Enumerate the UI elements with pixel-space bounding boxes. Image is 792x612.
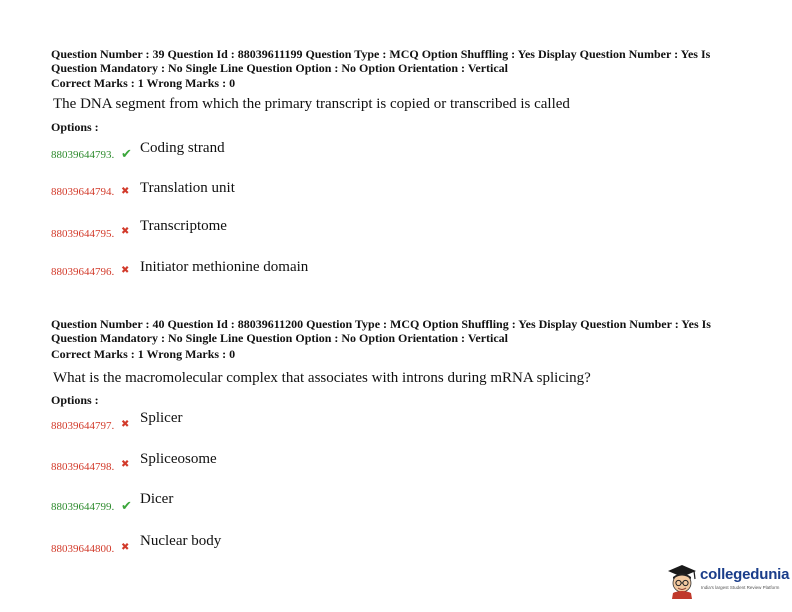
cross-icon: ✖ bbox=[121, 542, 130, 553]
option-text: Dicer bbox=[140, 491, 174, 507]
option-id: 88039644797. bbox=[51, 420, 115, 432]
q40-option-1 bbox=[51, 410, 451, 440]
check-icon: ✔ bbox=[121, 499, 132, 514]
option-id: 88039644799. bbox=[51, 501, 115, 513]
option-text: Splicer bbox=[140, 410, 183, 426]
q40-option-3 bbox=[51, 491, 451, 521]
q40-question-text: What is the macromolecular complex that associates with introns during mRNA splicing? bbox=[53, 370, 591, 386]
cross-icon: ✖ bbox=[121, 186, 130, 197]
option-text: Initiator methionine domain bbox=[140, 259, 309, 275]
check-icon: ✔ bbox=[121, 147, 132, 162]
collegedunia-logo bbox=[666, 561, 790, 601]
q39-question-text: The DNA segment from which the primary transcript is copied or transcribed is called bbox=[53, 96, 570, 112]
option-id: 88039644795. bbox=[51, 228, 115, 240]
q40-marks: Correct Marks : 1 Wrong Marks : 0 bbox=[51, 347, 236, 361]
logo-wordmark: collegedunia bbox=[700, 566, 790, 583]
q39-option-3 bbox=[51, 218, 451, 248]
cross-icon: ✖ bbox=[121, 419, 130, 430]
option-id: 88039644793. bbox=[51, 149, 115, 161]
q40-option-2 bbox=[51, 451, 451, 481]
option-id: 88039644796. bbox=[51, 266, 115, 278]
option-id: 88039644794. bbox=[51, 186, 115, 198]
cross-icon: ✖ bbox=[121, 226, 130, 237]
q39-option-4 bbox=[51, 259, 451, 289]
logo-tagline: India's largest Student Review Platform bbox=[701, 585, 780, 590]
mascot-icon bbox=[666, 563, 698, 599]
option-id: 88039644800. bbox=[51, 543, 115, 555]
option-text: Transcriptome bbox=[140, 218, 227, 234]
option-text: Nuclear body bbox=[140, 533, 222, 549]
option-text: Spliceosome bbox=[140, 451, 217, 467]
cross-icon: ✖ bbox=[121, 459, 130, 470]
q39-meta: Question Number : 39 Question Id : 88039611199 Question Type : MCQ Option Shuffling : Yes Display Question Number : Yes Is Question Mandatory : No Single Line Question Option : No Option Orientation : Vertical bbox=[51, 47, 711, 75]
cross-icon: ✖ bbox=[121, 265, 130, 276]
q40-options-label: Options : bbox=[51, 393, 99, 407]
q39-option-1 bbox=[51, 140, 451, 170]
q39-options-label: Options : bbox=[51, 120, 99, 134]
option-text: Translation unit bbox=[140, 180, 235, 196]
option-text: Coding strand bbox=[140, 140, 225, 156]
option-id: 88039644798. bbox=[51, 461, 115, 473]
q40-meta: Question Number : 40 Question Id : 88039611200 Question Type : MCQ Option Shuffling : Yes Display Question Number : Yes Is Question Mandatory : No Single Line Question Option : No Option Orientation : Vertical bbox=[51, 317, 711, 345]
q40-option-4 bbox=[51, 533, 451, 563]
q39-marks: Correct Marks : 1 Wrong Marks : 0 bbox=[51, 76, 236, 90]
q39-option-2 bbox=[51, 180, 451, 210]
